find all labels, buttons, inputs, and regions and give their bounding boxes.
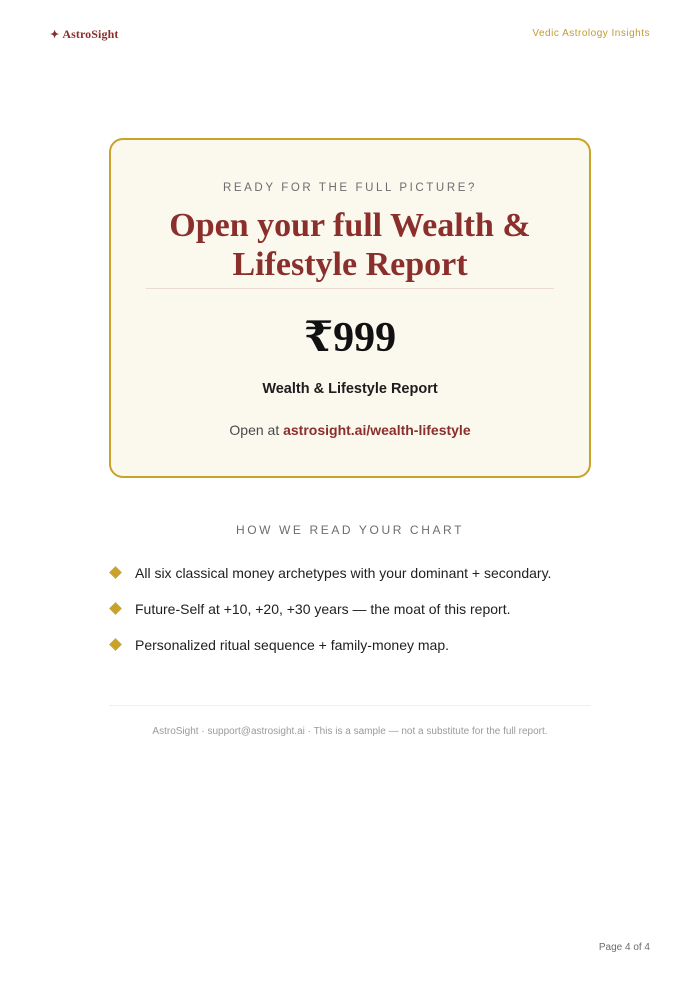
cta-eyebrow: READY FOR THE FULL PICTURE? <box>222 182 478 194</box>
open-line <box>111 422 589 438</box>
list-item-text: Future-Self at +10, +20, +30 years — the moat of this report. <box>135 601 511 617</box>
footer-text: AstroSight · support@astrosight.ai · This is a sample — not a substitute for the full report. <box>152 726 548 737</box>
report-link[interactable]: astrosight.ai/wealth-lifestyle <box>283 422 471 438</box>
list-item <box>109 598 591 634</box>
feature-list <box>109 562 591 670</box>
list-item-text: Personalized ritual sequence + family-money map. <box>135 637 449 653</box>
diamond-bullet-icon <box>109 566 122 579</box>
list-item <box>109 634 591 670</box>
page-number: Page 4 of 4 <box>598 942 650 953</box>
list-item <box>109 562 591 598</box>
section-title: HOW WE READ YOUR CHART <box>235 523 465 537</box>
diamond-bullet-icon <box>109 602 122 615</box>
footer-divider <box>109 705 591 706</box>
cta-divider <box>146 288 554 289</box>
list-item-text: All six classical money archetypes with your dominant + secondary. <box>135 565 552 581</box>
star-icon: ✦ <box>50 29 60 41</box>
cta-card <box>109 138 591 478</box>
brand-name: AstroSight <box>62 27 119 41</box>
brand-logo <box>50 27 118 42</box>
cta-headline: Open your full Wealth & Lifestyle Report <box>169 207 531 283</box>
price: ₹999 <box>303 315 397 361</box>
open-prefix: Open at <box>229 422 280 438</box>
diamond-bullet-icon <box>109 638 122 651</box>
header-tagline: Vedic Astrology Insights <box>532 28 650 39</box>
product-name: Wealth & Lifestyle Report <box>262 381 438 397</box>
